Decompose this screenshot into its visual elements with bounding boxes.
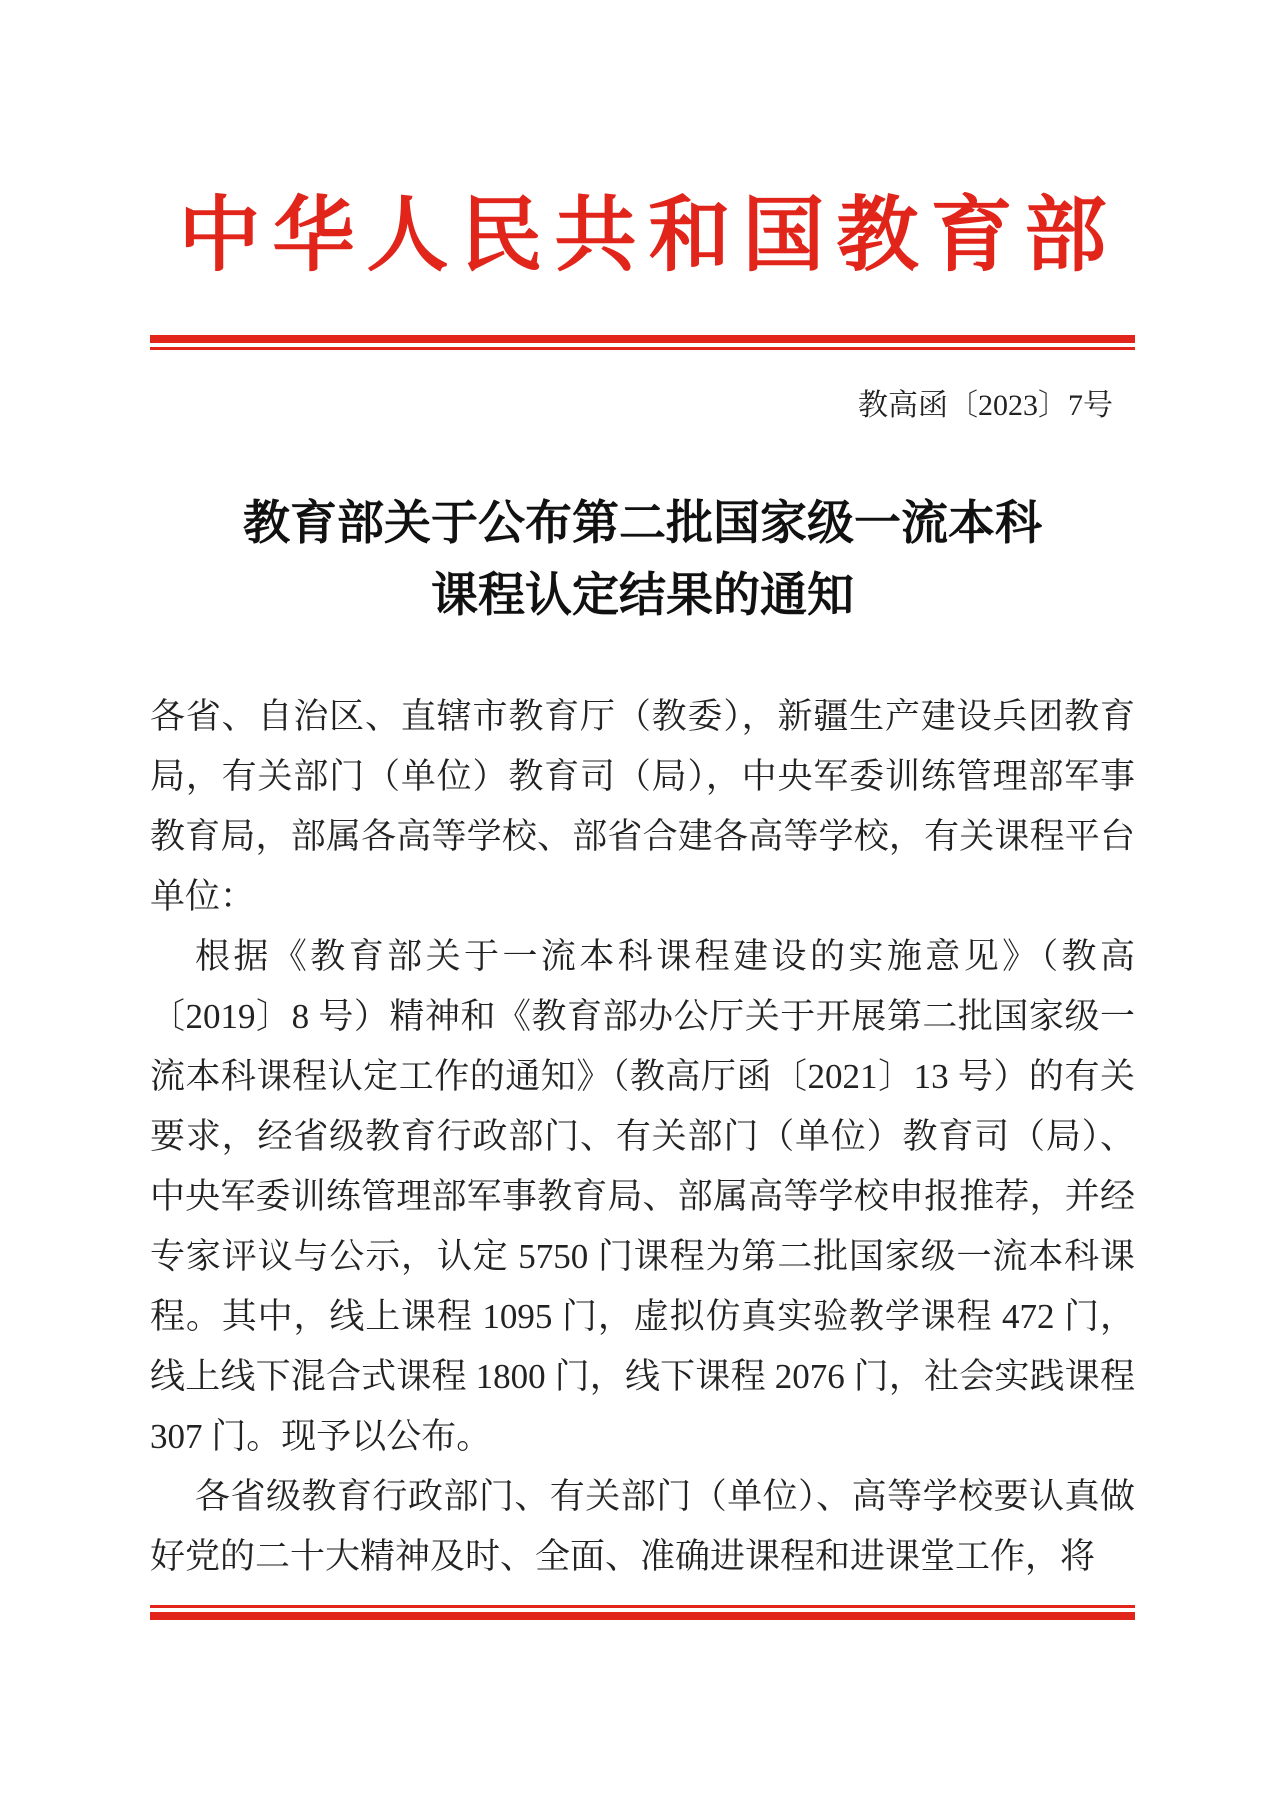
body-paragraph-results: 根据《教育部关于一流本科课程建设的实施意见》（教高〔2019〕8 号）精神和《教育部办公厅关于开展第二批国家级一流本科课程认定工作的通知》（教高厅函〔2021〕13 号）的有关要求，经省级教育行政部门、有关部门（单位）教育司（局）、中央军委训练管理部军事教育局、部属高等学校申报推荐，并经专家评议与公示，认定 5750 门课程为第二批国家级一流本科课程。其中，线上课程 1095 门，虚拟仿真实验教学课程 472 门，线上线下混合式课程 1800 门，线下课程 2076 门，社会实践课程 307 门。现予以公布。 [150,937,1135,1457]
red-divider-bottom [150,1605,1135,1620]
notice-body [150,687,1135,1587]
notice-title [150,488,1135,632]
divider-thick-line [150,335,1135,343]
agency-letterhead-title: 中华人民共和国教育部 [178,190,1119,281]
notice-title-line1: 教育部关于公布第二批国家级一流本科 [243,498,1042,551]
body-paragraph-requirements: 各省级教育行政部门、有关部门（单位）、高等学校要认真做好党的二十大精神及时、全面、准确进课程和进课堂工作，将 [150,1477,1135,1577]
notice-title-line2: 课程认定结果的通知 [431,570,854,623]
red-divider-top [150,335,1135,350]
recipients-paragraph: 各省、自治区、直辖市教育厅（教委），新疆生产建设兵团教育局，有关部门（单位）教育司（局），中央军委训练管理部军事教育局，部属各高等学校、部省合建各高等学校，有关课程平台单位： [150,697,1135,917]
document-number: 教高函〔2023〕7号 [858,389,1113,423]
document-content [150,0,1135,1620]
divider-thin-line [150,347,1135,350]
divider-thick-line [150,1612,1135,1620]
